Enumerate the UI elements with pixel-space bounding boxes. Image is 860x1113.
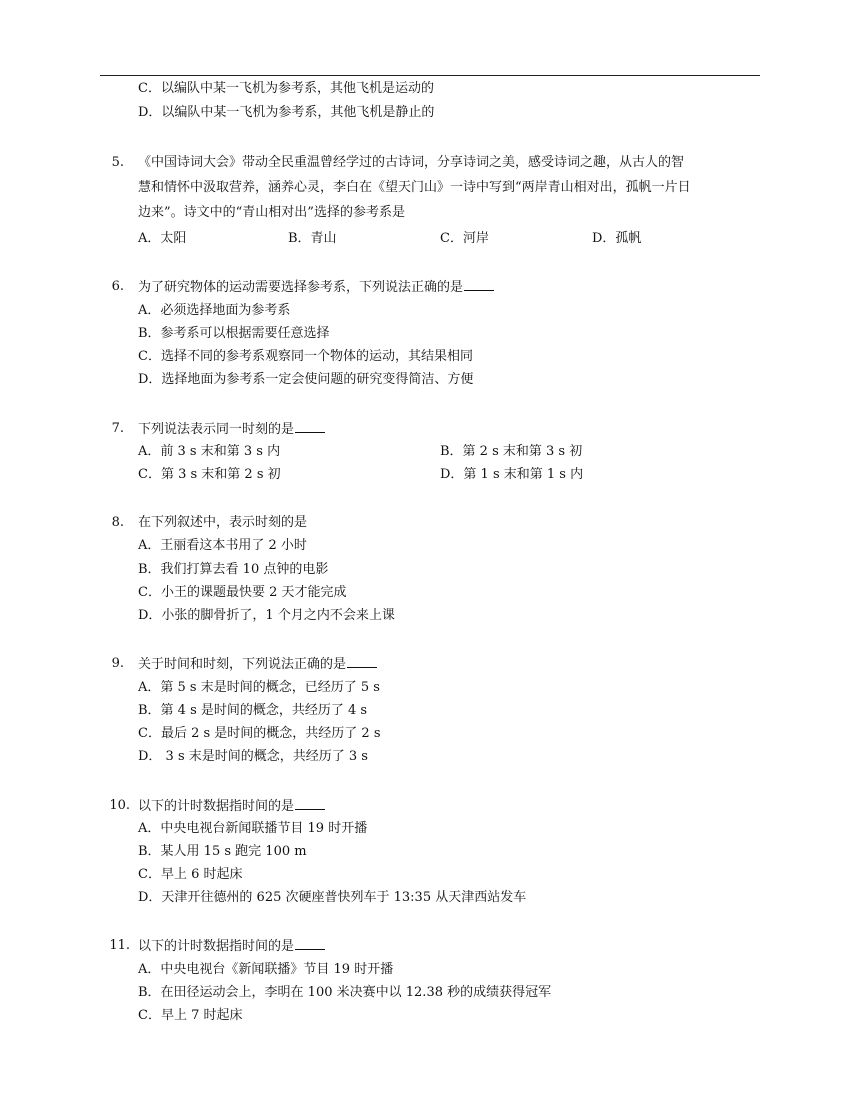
q6-option-d: D．选择地面为参考系一定会使问题的研究变得简洁、方便 bbox=[138, 372, 474, 387]
q6-stem-text: 为了研究物体的运动需要选择参考系，下列说法正确的是 bbox=[138, 280, 464, 295]
header-rule bbox=[100, 75, 760, 76]
q10-stem-text: 以下的计时数据指时间的是 bbox=[138, 799, 295, 814]
q11-option-b: B．在田径运动会上，李明在 100 米决赛中以 12.38 秒的成绩获得冠军 bbox=[138, 985, 552, 1000]
q11-stem bbox=[138, 937, 325, 956]
q6-option-a: A．必须选择地面为参考系 bbox=[138, 303, 291, 318]
q5-stem-line-1: 《中国诗词大会》带动全民重温曾经学过的古诗词，分享诗词之美，感受诗词之趣，从古人的智 bbox=[138, 155, 685, 170]
q9-number: 9. bbox=[111, 656, 124, 671]
q5-number: 5. bbox=[111, 155, 124, 170]
q7-option-a: A．前 3 s 末和第 3 s 内 bbox=[138, 444, 281, 459]
q4-option-c: C．以编队中某一飞机为参考系，其他飞机是运动的 bbox=[138, 81, 434, 96]
q10-option-d: D．天津开往德州的 625 次硬座普快列车于 13:35 从天津西站发车 bbox=[138, 890, 527, 905]
q10-option-c: C．早上 6 时起床 bbox=[138, 867, 243, 882]
q8-number: 8. bbox=[111, 515, 124, 530]
q4-option-d: D．以编队中某一飞机为参考系，其他飞机是静止的 bbox=[138, 105, 435, 120]
q10-option-b: B．某人用 15 s 跑完 100 m bbox=[138, 844, 307, 859]
q7-option-c: C．第 3 s 末和第 2 s 初 bbox=[138, 467, 281, 482]
q11-option-a: A．中央电视台《新闻联播》节目 19 时开播 bbox=[138, 962, 394, 977]
q9-option-a: A．第 5 s 末是时间的概念，已经历了 5 s bbox=[138, 680, 380, 695]
q5-stem-line-2: 慧和情怀中汲取营养，涵养心灵，李白在《望天门山》一诗中写到“两岸青山相对出，孤帆一片日 bbox=[138, 180, 691, 195]
answer-blank bbox=[347, 655, 377, 668]
q8-option-a: A．王丽看这本书用了 2 小时 bbox=[138, 538, 307, 553]
q5-option-b: B．青山 bbox=[288, 231, 337, 246]
q6-option-c: C．选择不同的参考系观察同一个物体的运动，其结果相同 bbox=[138, 349, 473, 364]
answer-blank bbox=[295, 420, 325, 433]
q10-option-a: A．中央电视台新闻联播节目 19 时开播 bbox=[138, 821, 368, 836]
q10-number: 10. bbox=[109, 798, 130, 813]
answer-blank bbox=[295, 797, 325, 810]
q6-stem bbox=[138, 278, 494, 297]
q5-option-d: D．孤帆 bbox=[592, 231, 642, 246]
q5-option-a: A．太阳 bbox=[138, 231, 187, 246]
q7-stem-text: 下列说法表示同一时刻的是 bbox=[138, 422, 295, 437]
q9-stem-text: 关于时间和时刻，下列说法正确的是 bbox=[138, 657, 347, 672]
answer-blank bbox=[464, 278, 494, 291]
q9-option-c: C．最后 2 s 是时间的概念，共经历了 2 s bbox=[138, 726, 381, 741]
q10-stem bbox=[138, 797, 325, 816]
q7-option-d: D．第 1 s 末和第 1 s 内 bbox=[440, 467, 584, 482]
q9-option-d: D． 3 s 末是时间的概念，共经历了 3 s bbox=[138, 749, 368, 764]
q8-option-d: D．小张的脚骨折了，1 个月之内不会来上课 bbox=[138, 608, 395, 623]
q8-stem: 在下列叙述中，表示时刻的是 bbox=[138, 515, 308, 530]
q8-option-c: C．小王的课题最快要 2 天才能完成 bbox=[138, 585, 347, 600]
q11-number: 11. bbox=[109, 938, 130, 953]
q7-option-b: B．第 2 s 末和第 3 s 初 bbox=[440, 444, 583, 459]
q5-option-c: C．河岸 bbox=[440, 231, 489, 246]
q6-option-b: B．参考系可以根据需要任意选择 bbox=[138, 326, 330, 341]
q9-option-b: B．第 4 s 是时间的概念，共经历了 4 s bbox=[138, 703, 368, 718]
q6-number: 6. bbox=[111, 279, 124, 294]
q5-stem-line-3: 边来”。诗文中的“青山相对出”选择的参考系是 bbox=[138, 205, 405, 220]
q11-option-c: C．早上 7 时起床 bbox=[138, 1008, 243, 1023]
q11-stem-text: 以下的计时数据指时间的是 bbox=[138, 939, 295, 954]
q7-number: 7. bbox=[111, 421, 124, 436]
q7-stem bbox=[138, 420, 325, 439]
answer-blank bbox=[295, 937, 325, 950]
q8-option-b: B．我们打算去看 10 点钟的电影 bbox=[138, 562, 329, 577]
q9-stem bbox=[138, 655, 377, 674]
